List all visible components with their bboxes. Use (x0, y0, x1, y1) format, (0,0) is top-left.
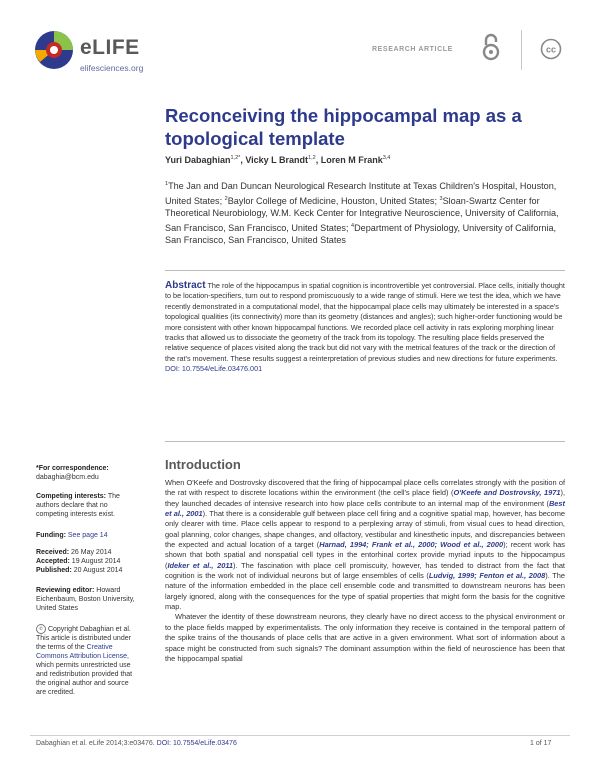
author-affiliation-sup: 1,2 (308, 155, 316, 161)
abstract-text: The role of the hippocampus in spatial cognition is incontrovertible yet controversial. Place cells, initially thought to be location-specifiers, turn out to respond promiscuously to a wide range of stimuli. Here we test the idea, which we have recently demonstrated in a computational model, that the hippocampal place cells may ultimately be interested in a space's topological qualities (its connectivity) more than its geometry (distances and angles); such higher-order functioning would be more consistent with other known hippocampal functions. We recorded place cell activity in rats exploring morphing linear tracks that allowed us to dissociate the geometry of the track from its topology. The resulting place fields preserved the relative sequence of places visited along the track but did not vary with the metrical features of the track or the direction of the rat's movement. These results suggest a reinterpretation of previous studies and new directions for future experiments. (165, 281, 565, 363)
article-type-label: RESEARCH ARTICLE (372, 46, 453, 53)
editor-label: Reviewing editor: (36, 587, 95, 594)
citation-link[interactable]: Ideker et al., 2011 (167, 560, 234, 570)
citation-link[interactable]: Ludvig, 1999; Fenton et al., 2008 (428, 571, 546, 581)
copyright-text: Copyright Dabaghian et al. This article is distributed under the terms of the (36, 625, 131, 651)
competing-label: Competing interests: (36, 493, 107, 500)
copyright-text-end: which permits unrestricted use and redistribution provided that the original author and source are credited. (36, 662, 133, 696)
published-date: 20 August 2014 (73, 567, 123, 574)
copyright-icon: © (36, 624, 46, 634)
author-name: Loren M Frank (320, 155, 383, 165)
author-affiliation-sup: 1,2* (230, 155, 241, 161)
affiliation-sup: 3 (439, 195, 443, 202)
article-title: Reconceiving the hippocampal map as a topological template (165, 105, 522, 149)
affiliations (165, 178, 565, 247)
correspondence-block (36, 464, 136, 482)
footer-rule (30, 735, 570, 736)
received-date: 26 May 2014 (71, 549, 112, 556)
cc-text: cc (545, 44, 557, 55)
intro-paragraph-2: Whatever the identity of these downstream neurons, they clearly have no direct access to the physical environment or to the place fields mapped by experimentalists. The only information they receive is contained in the temporal pattern of the spike trains of the thousands of place cells that are active in a given environment. What sort of information about a space might be constructed from such signals? The dominant assumption within the field of neuroscience has been that the hippocampal spatial (165, 612, 565, 663)
competing-interests-block (36, 492, 136, 519)
affiliation-sup: 2 (224, 195, 228, 202)
citation-link[interactable]: Harnad, 1994; Frank et al., 2000; Wood et al., 2000 (319, 540, 504, 550)
open-access-icon (480, 33, 502, 61)
author-name: Yuri Dabaghian (165, 155, 231, 165)
author-affiliation-sup: 3,4 (382, 155, 391, 161)
funding-block (36, 531, 136, 540)
editor-block (36, 586, 136, 613)
copyright-block (36, 624, 136, 697)
affiliation-text: Baylor College of Medicine, Houston, United States; (227, 195, 440, 206)
cc-license-link[interactable]: Creative Commons Attribution License, (36, 644, 129, 660)
introduction-body (165, 478, 565, 664)
intro-text: ), they launched decades of intensive research into how place cells contribute to an internal map of the environment ( (165, 488, 565, 508)
accepted-label: Accepted: (36, 558, 70, 565)
abstract-bottom-rule (165, 441, 565, 442)
intro-paragraph-1 (165, 478, 565, 612)
intro-text: When O'Keefe and Dostrovsky discovered that the firing of hippocampal place cells correlates strongly with the position of the rat with respect to discrete locations within the environment (the cell's place field) ( (165, 478, 565, 498)
introduction-heading: Introduction (165, 457, 241, 472)
affiliation-text: Department of Physiology, University of California, San Francisco, San Francisco, United States (165, 222, 557, 246)
page-number: 1 of 17 (530, 740, 552, 747)
received-label: Received: (36, 549, 70, 556)
citation-link[interactable]: Best et al., 2001 (165, 498, 565, 519)
abstract-top-rule (165, 270, 565, 271)
footer-citation (36, 740, 237, 747)
footer-doi-link[interactable]: DOI: 10.7554/eLife.03476 (156, 740, 237, 747)
intro-text: ). The nature of the information embedded in the place cell ensemble code and transmitted to downstream neurons has been largely ignored, along with the consequences for the type of spatial properties that might form the basis for the cognitive map. (165, 571, 566, 612)
published-label: Published: (36, 567, 72, 574)
author-name: Vicky L Brandt (245, 155, 309, 165)
abstract-doi-link[interactable]: DOI: 10.7554/eLife.03476.001 (165, 364, 263, 374)
intro-text: ); recent work has shown that both spatial and nonspatial cell types in the entorhinal cortex provide myriad inputs to the hippocampus ( (165, 540, 565, 570)
affiliation-sup: 1 (165, 181, 169, 187)
author-list: Yuri Dabaghian$^{1,2*}$, Vicky L Brandt$^{1,2}$, Loren M Frank$^{3,4}$ (165, 155, 391, 165)
abstract (165, 281, 565, 375)
correspondence-email[interactable]: dabaghia@bcm.edu (36, 474, 99, 481)
abstract-heading: Abstract (165, 280, 206, 291)
intro-text: ). The fascination with place cell promiscuity, however, has tended to distract from the fact that cognition is the work not of individual neurons but of large ensembles of cells ( (165, 560, 565, 581)
accepted-date: 19 August 2014 (71, 558, 121, 565)
header-divider (521, 30, 522, 70)
competing-text: The authors declare that no competing interests exist. (36, 493, 120, 518)
dates-block (36, 548, 136, 575)
funding-label: Funding: (36, 532, 66, 539)
footer-citation-text: Dabaghian et al. eLife 2014;3:e03476. (36, 740, 155, 747)
editor-name: Howard Eichenbaum, Boston University, United States (36, 587, 135, 612)
funding-link[interactable]: See page 14 (67, 532, 108, 539)
correspondence-label: *For correspondence: (36, 465, 109, 472)
elife-logo-icon (34, 30, 74, 70)
elife-url-link[interactable]: elifesciences.org (80, 63, 144, 73)
elife-wordmark: eLIFE (80, 36, 140, 59)
citation-link[interactable]: O'Keefe and Dostrovsky, 1971 (453, 488, 561, 498)
intro-text: ). That there is a considerable gulf between place cell firing and a cognitive spatial map, however, has become only clearer with time. Place cells appear to respond to a perplexing array of stimuli, from visual cues to head direction, goal planning, color changes, shape changes, and olfactory, vestibular and kinesthetic inputs, and discrepancies between the expected and actual location of a target ( (165, 509, 565, 550)
affiliation-sup: 4 (351, 222, 355, 229)
affiliation-text: The Jan and Dan Duncan Neurological Research Institute at Texas Children's Hospital, Houston, United States; (165, 181, 557, 206)
creative-commons-icon (540, 38, 562, 60)
affiliation-text: Sloan-Swartz Center for Theoretical Neurobiology, W.M. Keck Center for Integrative Neuroscience, University of California, San Francisco, San Francisco, United States; (165, 195, 559, 233)
